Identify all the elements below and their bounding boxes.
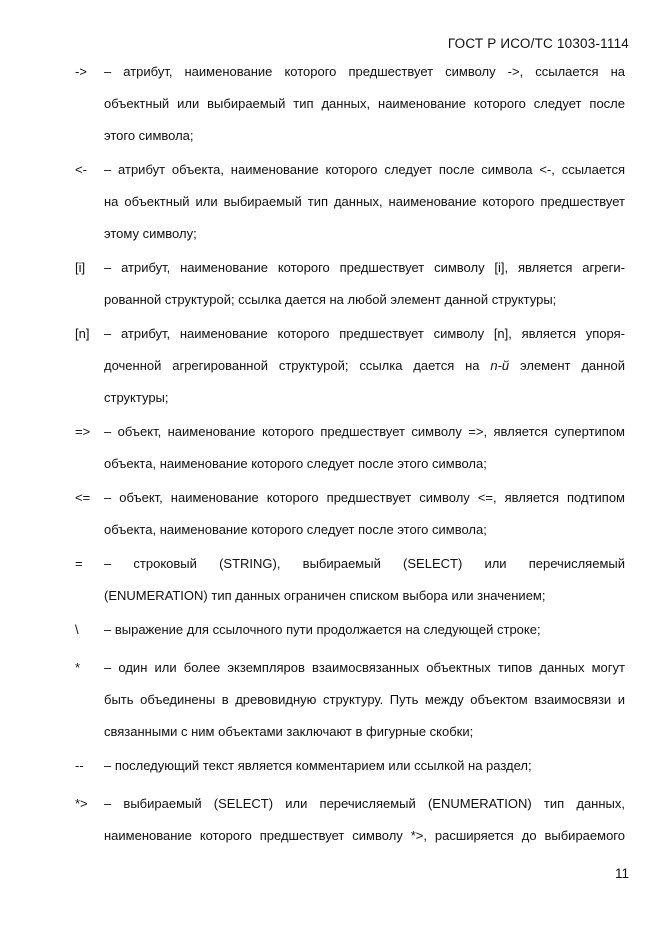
definition-symbol: <=: [75, 490, 91, 505]
definition-text-line: на объектный или выбираемый тип данных, наименование которого предшествует: [104, 194, 625, 209]
definition-text-line: – строковый (STRING), выбираемый (SELECT) или перечисляемый: [104, 556, 625, 571]
definition-symbol: *>: [75, 796, 88, 811]
page-number: 11: [614, 866, 629, 881]
definition-symbol: <-: [75, 162, 87, 177]
definition-text-line: – один или более экземпляров взаимосвязанных объектных типов данных могут: [104, 660, 625, 675]
definition-symbol: =>: [75, 424, 91, 439]
definition-text-line: – атрибут, наименование которого предшествует символу [n], является упоря-: [104, 326, 625, 341]
definition-text-line: доченной агрегированной структурой; ссылка дается на n-й элемент данной: [104, 358, 625, 373]
definition-text-line: – атрибут объекта, наименование которого следует после символа <-, ссылается: [104, 162, 625, 177]
definition-text-line: – последующий текст является комментарием или ссылкой на раздел;: [104, 758, 532, 773]
definition-text-line: структуры;: [104, 390, 169, 405]
document-header: ГОСТ Р ИСО/ТС 10303-1114: [447, 36, 629, 51]
definition-text-line: – объект, наименование которого предшествует символу =>, является супертипом: [104, 424, 625, 439]
definition-text-line: – выбираемый (SELECT) или перечисляемый (ENUMERATION) тип данных,: [104, 796, 625, 811]
definition-text-line: быть объединены в древовидную структуру. Путь между объектом взаимосвязи и: [104, 692, 625, 707]
definition-symbol: \: [75, 622, 79, 637]
definition-text-line: – выражение для ссылочного пути продолжается на следующей строке;: [104, 622, 541, 637]
definition-text-line: объекта, наименование которого следует после этого символа;: [104, 456, 487, 471]
definition-text-line: объекта, наименование которого следует после этого символа;: [104, 522, 487, 537]
definition-text-line: (ENUMERATION) тип данных ограничен списком выбора или значением;: [104, 588, 546, 603]
definition-symbol: --: [75, 758, 84, 773]
definition-text-line: – объект, наименование которого предшествует символу <=, является подтипом: [104, 490, 625, 505]
definition-text-line: этого символа;: [104, 128, 194, 143]
definition-symbol: [n]: [75, 326, 90, 341]
definition-symbol: =: [75, 556, 83, 571]
definition-symbol: [i]: [75, 260, 86, 275]
definition-text-line: этому символу;: [104, 226, 197, 241]
definition-text-line: наименование которого предшествует символу *>, расширяется до выбираемого: [104, 828, 625, 843]
definition-text-line: объектный или выбираемый тип данных, наименование которого следует после: [104, 96, 625, 111]
definition-text-line: связанными с ним объектами заключают в фигурные скобки;: [104, 724, 474, 739]
definition-text-line: – атрибут, наименование которого предшествует символу ->, ссылается на: [104, 64, 625, 79]
definition-text-line: – атрибут, наименование которого предшествует символу [i], является агреги-: [104, 260, 625, 275]
definition-symbol: ->: [75, 64, 87, 79]
definition-symbol: *: [75, 660, 81, 675]
definition-text-line: рованной структурой; ссылка дается на любой элемент данной структуры;: [104, 292, 557, 307]
